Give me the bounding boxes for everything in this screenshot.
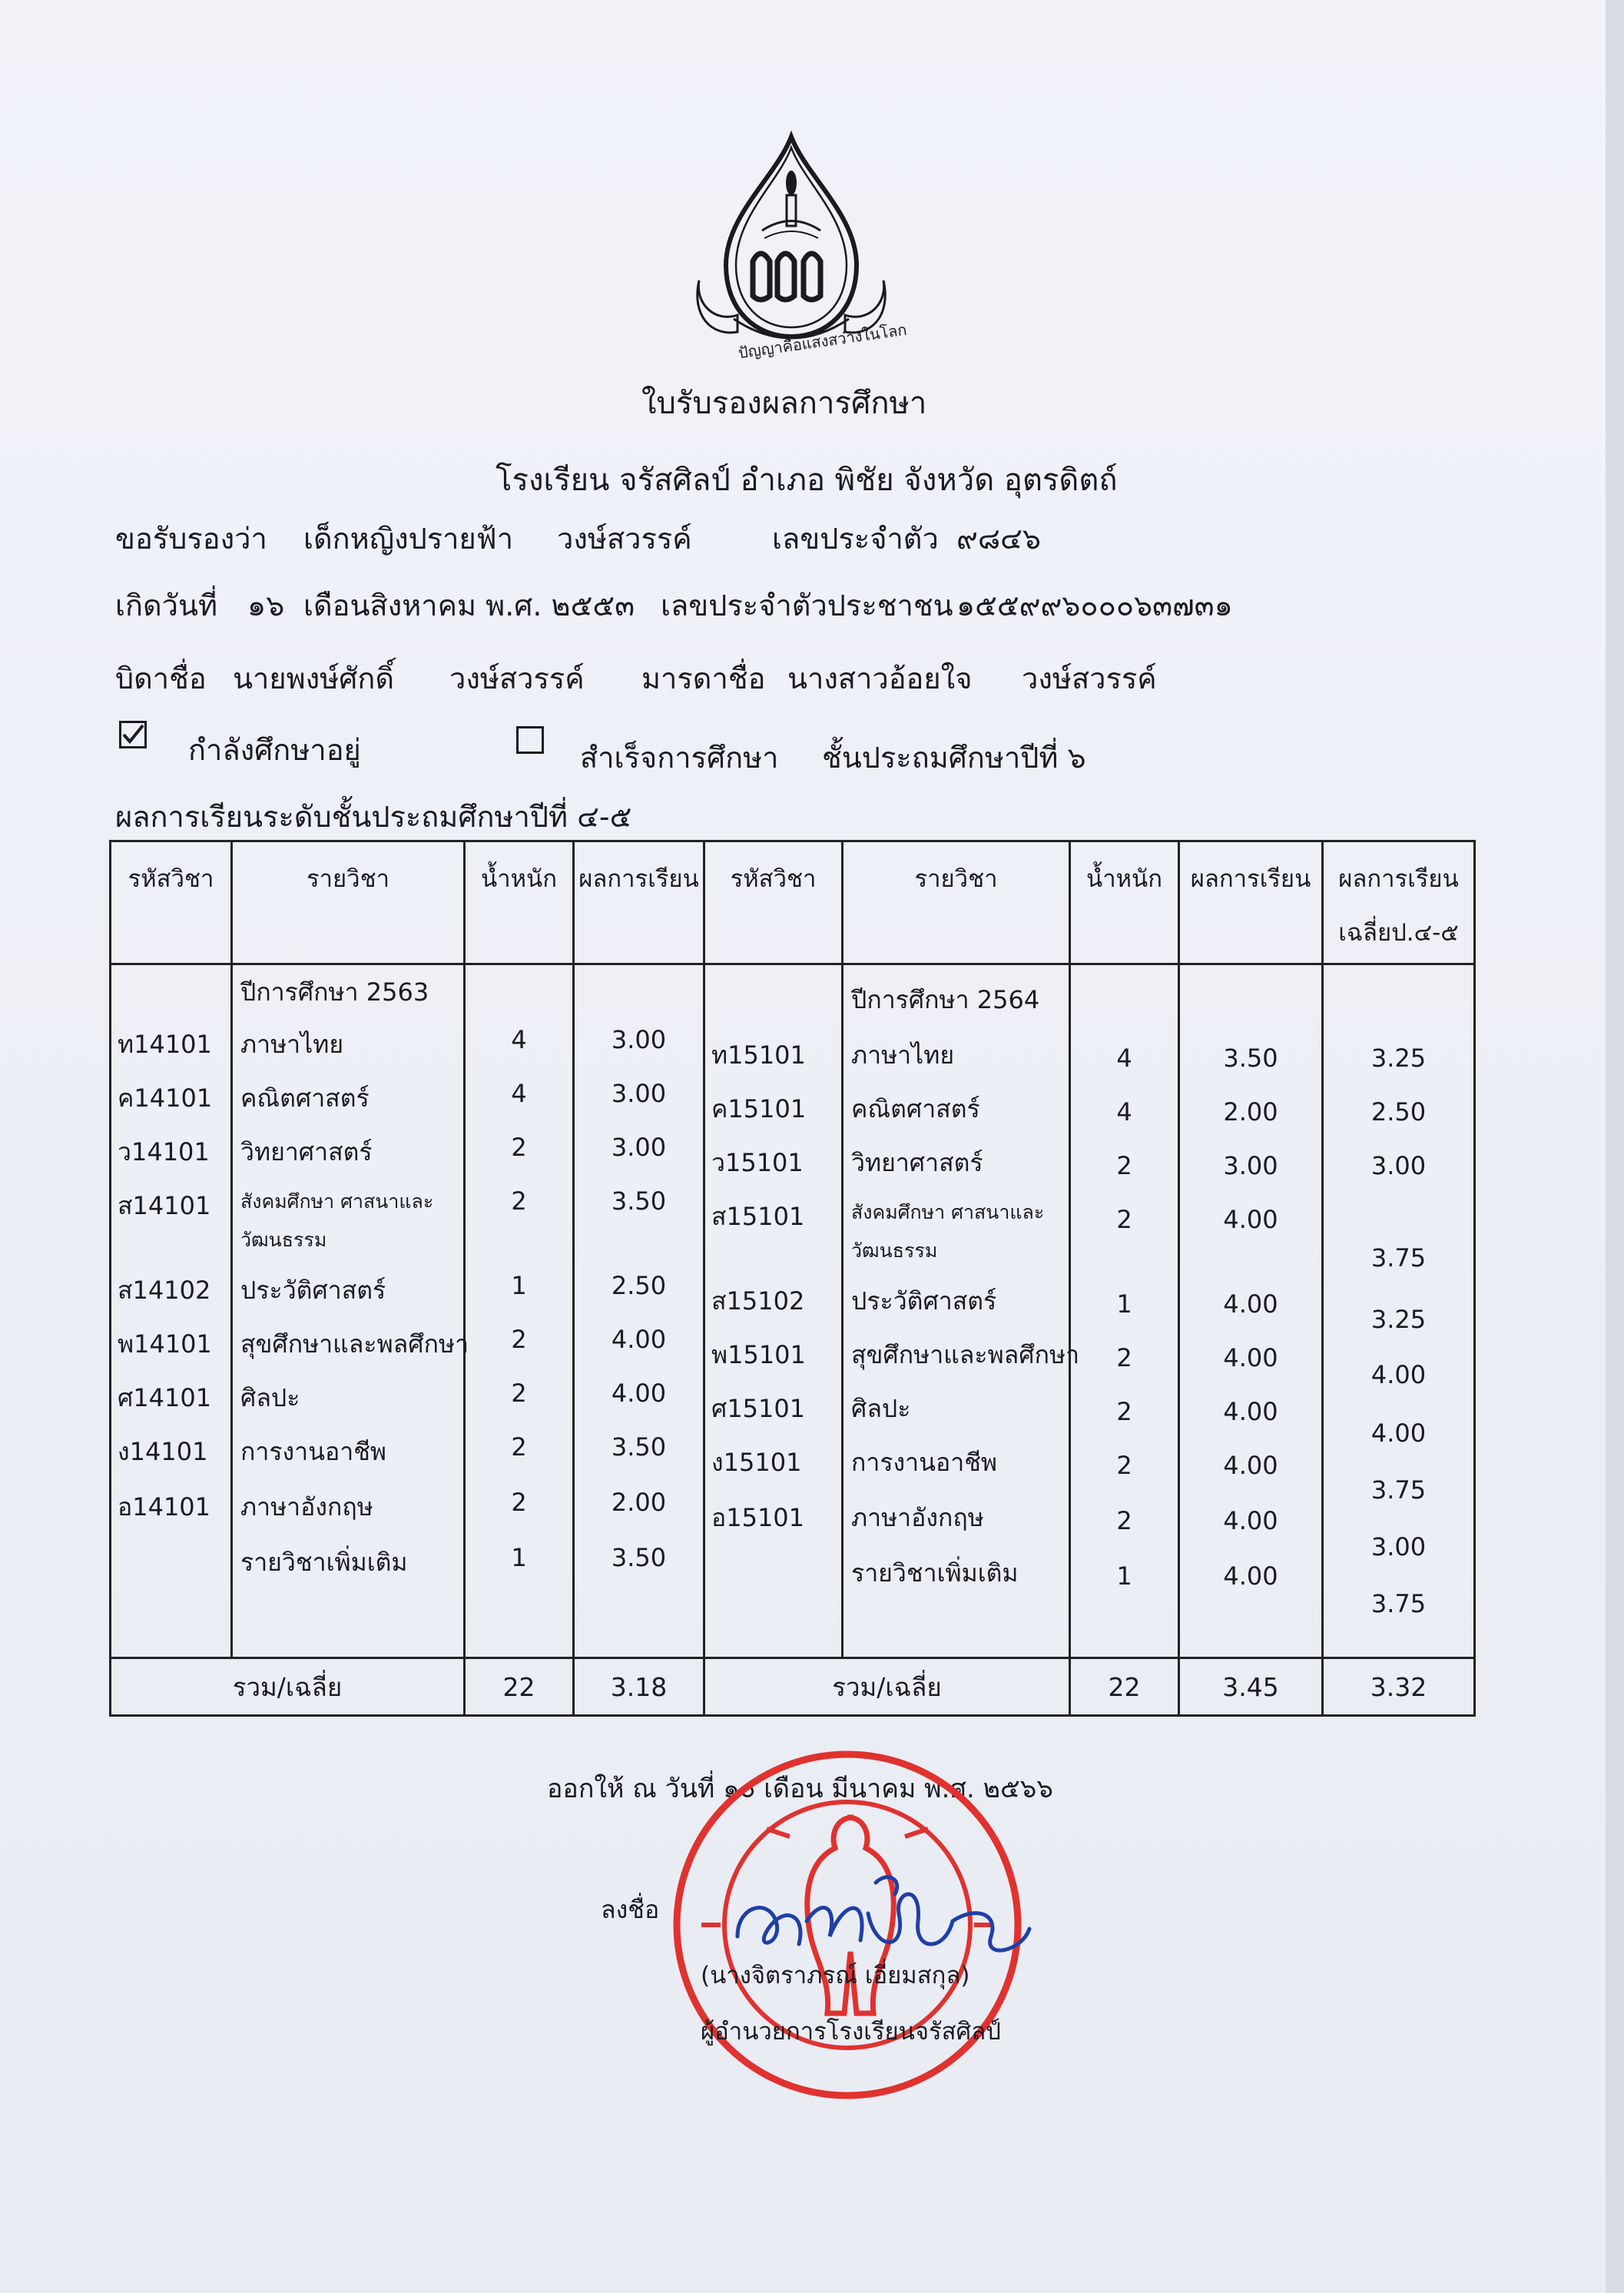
- total-grade-2: 3.45: [1179, 1658, 1323, 1716]
- subject-name-y1: ภาษาอังกฤษ: [240, 1492, 373, 1521]
- subject-name-y1: ประวัติศาสตร์: [240, 1276, 386, 1305]
- average-grade: 3.00: [1370, 1532, 1427, 1561]
- subject-name-y2: วิทยาศาสตร์: [851, 1148, 983, 1177]
- header-weight-1: น้ำหนัก: [465, 841, 574, 964]
- subject-code-y2: อ15101: [711, 1503, 805, 1532]
- citizen-id-value: ๑๕๕๙๙๖๐๐๐๖๓๗๓๑: [956, 589, 1233, 622]
- weight-y1: 2: [511, 1186, 527, 1216]
- header-subject-2: รายวิชา: [843, 841, 1070, 964]
- header-code-1: รหัสวิชา: [111, 841, 232, 964]
- signer-name: (นางจิตราภรณ์ เอี่ยมสกุล): [701, 1962, 970, 1989]
- year-label-2563: ปีการศึกษา 2563: [240, 977, 429, 1007]
- average-grade: 3.25: [1370, 1305, 1427, 1334]
- header-weight-2: น้ำหนัก: [1070, 841, 1179, 964]
- grade-y2: 4.00: [1223, 1506, 1278, 1535]
- citizen-id-label: เลขประจำตัวประชาชน: [661, 589, 953, 622]
- subject-code-y1: ส14102: [118, 1276, 211, 1305]
- subject-name-y1: วิทยาศาสตร์: [240, 1137, 373, 1166]
- subject-name-y1: การงานอาชีพ: [240, 1437, 386, 1466]
- mother-label: มารดาชื่อ: [641, 662, 766, 695]
- studying-label: กำลังศึกษาอยู่: [188, 733, 361, 767]
- graduated-label: สำเร็จการศึกษา: [580, 741, 779, 775]
- header-grade-1: ผลการเรียน: [574, 841, 704, 964]
- total-grade-1: 3.18: [574, 1658, 704, 1716]
- header-average-line2: เฉลี่ยป.๔-๕: [1338, 919, 1459, 947]
- subject-code-y1: ส14101: [118, 1191, 211, 1220]
- total-row: [111, 1658, 1475, 1716]
- student-surname: วงษ์สวรรค์: [557, 522, 692, 556]
- grade-y2: 4.00: [1223, 1289, 1278, 1319]
- subject-code-y1: ศ14101: [118, 1383, 212, 1412]
- born-month-year: เดือนสิงหาคม พ.ศ. ๒๕๕๓: [303, 589, 635, 622]
- subject-code-y1: ง14101: [118, 1437, 208, 1466]
- born-day: ๑๖: [247, 589, 285, 622]
- weight-y1: 2: [511, 1325, 527, 1354]
- grade-y1: 3.50: [611, 1543, 667, 1572]
- total-average: 3.32: [1323, 1658, 1475, 1716]
- col-weight-1: [465, 964, 574, 1658]
- results-caption: ผลการเรียนระดับชั้นประถมศึกษาปีที่ ๔-๕: [115, 800, 632, 834]
- grade-y2: 3.00: [1223, 1151, 1278, 1180]
- grade-y1: 3.00: [611, 1133, 667, 1162]
- weight-y2: 1: [1116, 1561, 1132, 1591]
- subject-code-y2: ศ15101: [711, 1394, 806, 1423]
- mother-name: นางสาวอ้อยใจ: [787, 662, 973, 695]
- average-grade: 3.75: [1370, 1475, 1427, 1505]
- subject-name-y2-cont: วัฒนธรรม: [851, 1239, 938, 1262]
- grade-y1: 3.50: [611, 1432, 667, 1462]
- school-line: โรงเรียน จรัสศิลป์ อำเภอ พิชัย จังหวัด อุตรดิตถ์: [495, 463, 1118, 498]
- father-name: นายพงษ์ศักดิ์: [233, 662, 395, 695]
- average-grade: 4.00: [1370, 1419, 1427, 1448]
- father-surname: วงษ์สวรรค์: [449, 662, 585, 695]
- total-weight-2: 22: [1070, 1658, 1179, 1716]
- weight-y1: 1: [511, 1543, 527, 1572]
- subject-name-y1: ภาษาไทย: [240, 1030, 344, 1059]
- header-grade-2: ผลการเรียน: [1179, 841, 1323, 964]
- student-id-label: เลขประจำตัว: [772, 522, 939, 556]
- subject-code-y1: ว14101: [118, 1137, 210, 1166]
- issued-date: ออกให้ ณ วันที่ ๑๐ เดือน มีนาคม พ.ศ. ๒๕๖๖: [547, 1774, 1053, 1804]
- year-label-2564: ปีการศึกษา 2564: [851, 985, 1040, 1014]
- average-grade: 3.00: [1370, 1151, 1427, 1180]
- subject-code-y1: ท14101: [118, 1030, 212, 1059]
- average-grade: 4.00: [1370, 1360, 1427, 1389]
- weight-y1: 4: [511, 1025, 527, 1054]
- grade-y2: 3.50: [1223, 1044, 1278, 1073]
- header-subject-1: รายวิชา: [232, 841, 465, 964]
- table-body-row: [111, 964, 1475, 1658]
- subject-name-y2: ภาษาอังกฤษ: [851, 1503, 984, 1532]
- col-grade-2: [1179, 964, 1323, 1658]
- col-subject-2: [843, 964, 1080, 1658]
- page-edge: [1606, 0, 1624, 2293]
- subject-name-y2: คณิตศาสตร์: [851, 1094, 980, 1123]
- grade-y1: 4.00: [611, 1379, 667, 1408]
- grade-y1: 3.00: [611, 1079, 667, 1108]
- grade-y1: 2.50: [611, 1271, 667, 1300]
- grades-table: [109, 840, 1476, 1717]
- sign-label: ลงชื่อ: [601, 1895, 660, 1924]
- subject-code-y2: ว15101: [711, 1148, 804, 1177]
- document-title: ใบรับรองผลการศึกษา: [641, 386, 927, 421]
- grade-y2: 4.00: [1223, 1561, 1278, 1591]
- total-weight-1: 22: [465, 1658, 574, 1716]
- col-code-1: [111, 964, 232, 1658]
- grade-y2: 4.00: [1223, 1451, 1278, 1480]
- certify-label: ขอรับรองว่า: [115, 522, 267, 556]
- weight-y2: 2: [1116, 1397, 1132, 1426]
- subject-name-y2: ศิลปะ: [851, 1394, 911, 1423]
- weight-y1: 1: [511, 1271, 527, 1300]
- average-grade: 2.50: [1370, 1097, 1427, 1127]
- weight-y2: 1: [1116, 1289, 1132, 1319]
- weight-y2: 2: [1116, 1205, 1132, 1234]
- header-average-line1: ผลการเรียน: [1338, 865, 1459, 893]
- student-name: เด็กหญิงปรายฟ้า: [303, 522, 514, 556]
- col-subject-1: [232, 964, 469, 1658]
- weight-y2: 2: [1116, 1506, 1132, 1535]
- subject-name-y1: ศิลปะ: [240, 1383, 300, 1412]
- signer-title: ผู้อำนวยการโรงเรียนจรัสศิลป์: [701, 2018, 1001, 2046]
- subject-name-y2: การงานอาชีพ: [851, 1448, 997, 1477]
- subject-code-y2: ส15101: [711, 1202, 805, 1231]
- subject-name-y2: รายวิชาเพิ่มเติม: [851, 1558, 1019, 1588]
- logo-motto: ปัญญาคือแสงสว่างในโลก: [737, 320, 908, 363]
- subject-name-y2: สุขศึกษาและพลศึกษา: [851, 1340, 1080, 1369]
- level-label: ชั้นประถมศึกษาปีที่ ๖: [822, 741, 1086, 775]
- weight-y2: 4: [1116, 1097, 1132, 1127]
- subject-name-y1: สังคมศึกษา ศาสนาและ: [240, 1190, 434, 1213]
- father-label: บิดาชื่อ: [115, 662, 207, 695]
- average-grade: 3.75: [1370, 1589, 1427, 1618]
- grade-y1: 3.50: [611, 1186, 667, 1216]
- subject-name-y1-cont: วัฒนธรรม: [240, 1229, 327, 1251]
- studying-checkbox[interactable]: [119, 721, 147, 748]
- subject-code-y2: พ15101: [711, 1340, 806, 1369]
- subject-code-y2: ส15102: [711, 1286, 805, 1316]
- weight-y2: 2: [1116, 1343, 1132, 1372]
- subject-code-y1: พ14101: [118, 1329, 212, 1359]
- average-grade: 3.75: [1370, 1243, 1427, 1273]
- school-emblem-logo: [691, 131, 891, 353]
- grade-y1: 2.00: [611, 1488, 667, 1517]
- subject-code-y2: ค15101: [711, 1094, 807, 1123]
- check-mark-icon: [119, 721, 147, 748]
- header-average: [1323, 841, 1475, 964]
- grade-y1: 3.00: [611, 1025, 667, 1054]
- mother-surname: วงษ์สวรรค์: [1022, 662, 1157, 695]
- subject-code-y2: ง15101: [711, 1448, 802, 1477]
- col-grade-1: [574, 964, 704, 1658]
- grade-y2: 2.00: [1223, 1097, 1278, 1127]
- col-average: [1323, 964, 1475, 1658]
- total-label-2: รวม/เฉลี่ย: [704, 1658, 1070, 1716]
- average-grade: 3.25: [1370, 1044, 1427, 1073]
- subject-code-y1: ค14101: [118, 1083, 213, 1113]
- subject-name-y1: สุขศึกษาและพลศึกษา: [240, 1329, 469, 1359]
- weight-y2: 4: [1116, 1044, 1132, 1073]
- subject-name-y2: ภาษาไทย: [851, 1040, 955, 1070]
- subject-name-y2: สังคมศึกษา ศาสนาและ: [851, 1201, 1045, 1223]
- total-label-1: รวม/เฉลี่ย: [111, 1658, 465, 1716]
- subject-code-y2: ท15101: [711, 1040, 806, 1070]
- subject-name-y1: คณิตศาสตร์: [240, 1083, 370, 1113]
- grade-y2: 4.00: [1223, 1343, 1278, 1372]
- weight-y1: 2: [511, 1488, 527, 1517]
- weight-y1: 2: [511, 1133, 527, 1162]
- weight-y1: 4: [511, 1079, 527, 1108]
- grade-y1: 4.00: [611, 1325, 667, 1354]
- col-weight-2: [1070, 964, 1179, 1658]
- weight-y1: 2: [511, 1432, 527, 1462]
- table-header-row: [111, 841, 1475, 964]
- subject-name-y1: รายวิชาเพิ่มเติม: [240, 1548, 408, 1577]
- student-id-value: ๙๘๔๖: [956, 522, 1042, 556]
- weight-y2: 2: [1116, 1151, 1132, 1180]
- born-label: เกิดวันที่: [115, 589, 218, 622]
- header-code-2: รหัสวิชา: [704, 841, 843, 964]
- col-code-2: [704, 964, 843, 1658]
- grade-y2: 4.00: [1223, 1205, 1278, 1234]
- weight-y2: 2: [1116, 1451, 1132, 1480]
- weight-y1: 2: [511, 1379, 527, 1408]
- graduated-checkbox[interactable]: [516, 726, 544, 754]
- subject-code-y1: อ14101: [118, 1492, 211, 1521]
- subject-name-y2: ประวัติศาสตร์: [851, 1286, 997, 1316]
- grade-y2: 4.00: [1223, 1397, 1278, 1426]
